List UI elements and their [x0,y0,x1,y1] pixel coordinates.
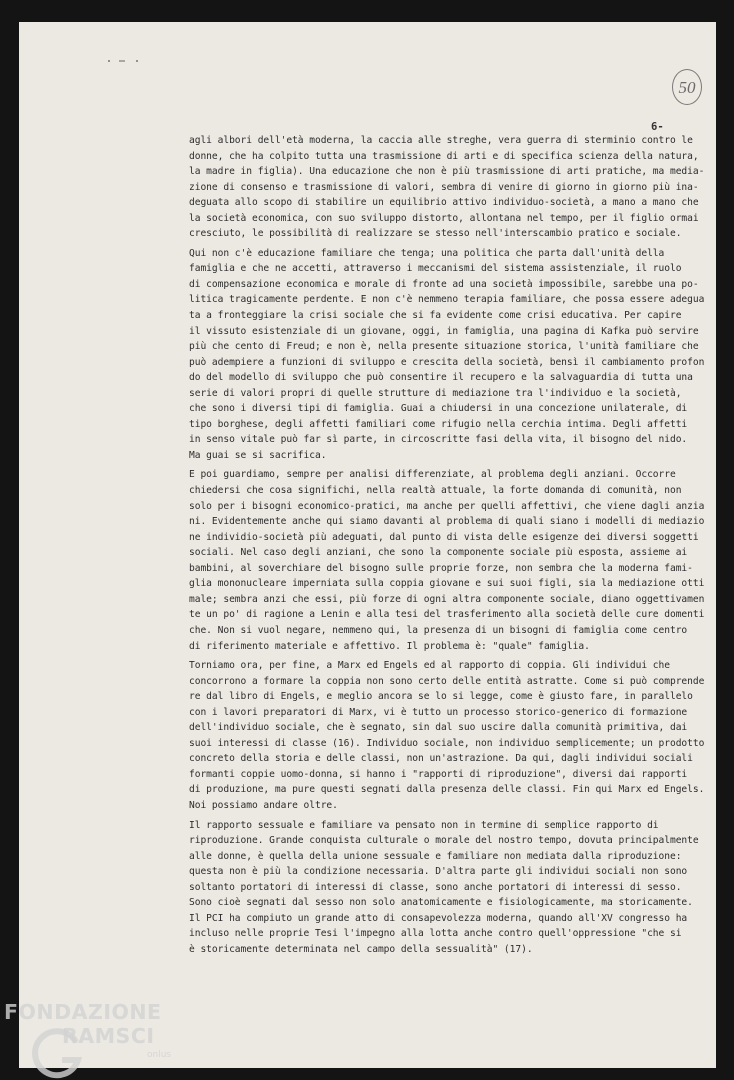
text-line: concorrono a formare la coppia non sono certo delle entità astratte. Come si può comprende [189,675,705,687]
text-line: di compensazione economica e morale di fronte ad una società impossibile, sarebbe una po- [189,278,699,290]
text-line: re dal libro di Engels, e meglio ancora se lo si legge, come è giusto fare, in parallelo [189,691,693,703]
text-line: do del modello di sviluppo che può consentire il recupero e la salvaguardia di tutta una [189,372,693,384]
body-text [189,133,705,957]
text-line: con i lavori preparatori di Marx, vi è tutto un processo storico-generico di formazione [189,706,688,718]
document-page [19,22,716,1068]
text-line: litica tragicamente perdente. E non c'è nemmeno terapia familiare, che possa essere adegua [189,294,705,306]
text-line: Il PCI ha compiuto un grande atto di consapevolezza moderna, quando all'XV congresso ha [189,912,688,924]
text-line: chiedersi che cosa significhi, nella realtà attuale, la forte domanda di comunità, non [189,485,682,497]
text-line: incluso nelle proprie Tesi l'impegno alla lotta anche contro quell'oppressione "che si [189,928,682,940]
text-line: può adempiere a funzioni di sviluppo e crescita della società, bensì il cambiamento profon [189,356,705,368]
text-line: la società economica, con suo sviluppo distorto, allontana nel tempo, per il figlio ormai [189,212,699,224]
text-line: E poi guardiamo, sempre per analisi differenziate, al problema degli anziani. Occorre [189,469,676,481]
text-line: Qui non c'è educazione familiare che tenga; una politica che parta dall'unità della [189,247,665,259]
text-line: sociali. Nel caso degli anziani, che sono la componente sociale più esposta, assieme ai [189,547,688,559]
text-line: Sono cioè segnati dal sesso non solo anatomicamente e fisiologicamente, ma storicamente. [189,897,693,909]
text-line: ne individio-società più adeguati, dal punto di vista delle esigenze dei diversi soggetti [189,531,699,543]
text-line: è storicamente determinata nel campo della sessualità" (17). [189,943,533,955]
text-line: riproduzione. Grande conquista culturale o morale del nostro tempo, dovuta principalmente [189,835,699,847]
watermark-line2: RAMSCI [62,1024,155,1048]
text-line: la madre in figlia). Una educazione che non è più trasmissione di arti pratiche, ma media- [189,166,705,178]
text-line: bambini, al soverchiare del bisogno sulle proprie forze, non sembra che la moderna fami- [189,562,693,574]
text-line: il vissuto esistenziale di un giovane, oggi, in famiglia, una pagina di Kafka può servire [189,325,699,337]
text-line: te un po' di ragione a Lenin e alla tesi del trasferimento alla società delle cure domenti [189,609,705,621]
text-line: questa non è più la condizione necessaria. D'altra parte gli individui sociali non sono [189,866,688,878]
text-line: zione di consenso e trasmissione di valori, sembra di venire di giorno in giorno più ina- [189,181,699,193]
text-line: che sono i diversi tipi di famiglia. Guai a chiudersi in una concezione unilaterale, di [189,403,688,415]
text-line: che. Non si vuol negare, nemmeno qui, la presenza di un bisogni di famiglia come centro [189,624,688,636]
text-line: Torniamo ora, per fine, a Marx ed Engels ed al rapporto di coppia. Gli individui che [189,660,670,672]
text-line: Noi possiamo andare oltre. [189,799,338,811]
text-line: in senso vitale può far sì parte, in circoscritte fasi della vita, il bisogno del nido. [189,434,688,446]
text-line: più che cento di Freud; e non è, nella presente situazione storica, l'unità familiare che [189,341,699,353]
text-line: formanti coppie uomo-donna, si hanno i "rapporti di riproduzione", diversi dai rapporti [189,768,688,780]
text-line: male; sembra anzi che essi, più forze di ogni altra componente sociale, diano oggettivamen [189,593,705,605]
text-line: di produzione, ma pure questi segnati dalla presenza delle classi. Fin qui Marx ed Engels. [189,784,705,796]
text-line: agli albori dell'età moderna, la caccia alle streghe, vera guerra di sterminio contro le [189,135,693,146]
watermark-line1: FONDAZIONE [4,1000,162,1024]
text-line: famiglia e che ne accetti, attraverso i meccanismi del sistema assistenziale, il ruolo [189,263,682,275]
text-line: Ma guai se si sacrifica. [189,449,327,461]
text-line: solo per i bisogni economico-pratici, ma anche per quelli affettivi, che viene dagli anzia [189,500,705,512]
pencil-mark [107,59,141,63]
text-line: tipo borghese, degli affetti familiari come rifugio nella cerchia intima. Degli affetti [189,418,688,430]
circled-page-number: 50 [672,69,702,105]
text-line: Il rapporto sessuale e familiare va pensato non in termine di semplice rapporto di [189,819,659,831]
text-line: suoi interessi di classe (16). Individuo sociale, non individuo semplicemente; un prodotto [189,737,705,749]
text-line: di riferimento materiale e affettivo. Il problema è: "quale" famiglia. [189,640,590,652]
text-line: serie di valori propri di quelle strutture di mediazione tra l'individuo e la società, [189,387,682,399]
text-line: ta a fronteggiare la crisi sociale che si fa evidente come crisi educativa. Per capire [189,310,682,322]
text-line: cresciuto, le possibilità di realizzare se stesso nell'interscambio pratico e sociale. [189,228,682,240]
text-line: soltanto portatori di interessi di classe, sono anche portatori di interessi di sesso. [189,881,682,893]
page-number: 6- [651,121,664,133]
text-line: alle donne, è quella della unione sessuale e familiare non mediata dalla riproduzione: [189,850,682,862]
text-line: dell'individuo sociale, che è segnato, sin dal suo uscire dalla comunità primitiva, dai [189,722,688,734]
text-line: concreto della storia e delle classi, non un'astrazione. Da qui, dagli individui sociali [189,753,693,765]
text-line: ni. Evidentemente anche qui siamo davanti al problema di quali siano i modelli di mediazio [189,516,705,528]
text-line: donne, che ha colpito tutta una trasmissione di arti e di specifica scienza della natura, [189,150,699,162]
fondazione-gramsci-watermark [4,1000,194,1080]
text-line: deguata allo scopo di stabilire un equilibrio attivo individuo-società, a mano a mano che [189,197,699,209]
watermark-line3: onlus [147,1050,172,1060]
text-line: glia mononucleare imperniata sulla coppia giovane e sui suoi figli, sia la mediazione otti [189,578,705,590]
